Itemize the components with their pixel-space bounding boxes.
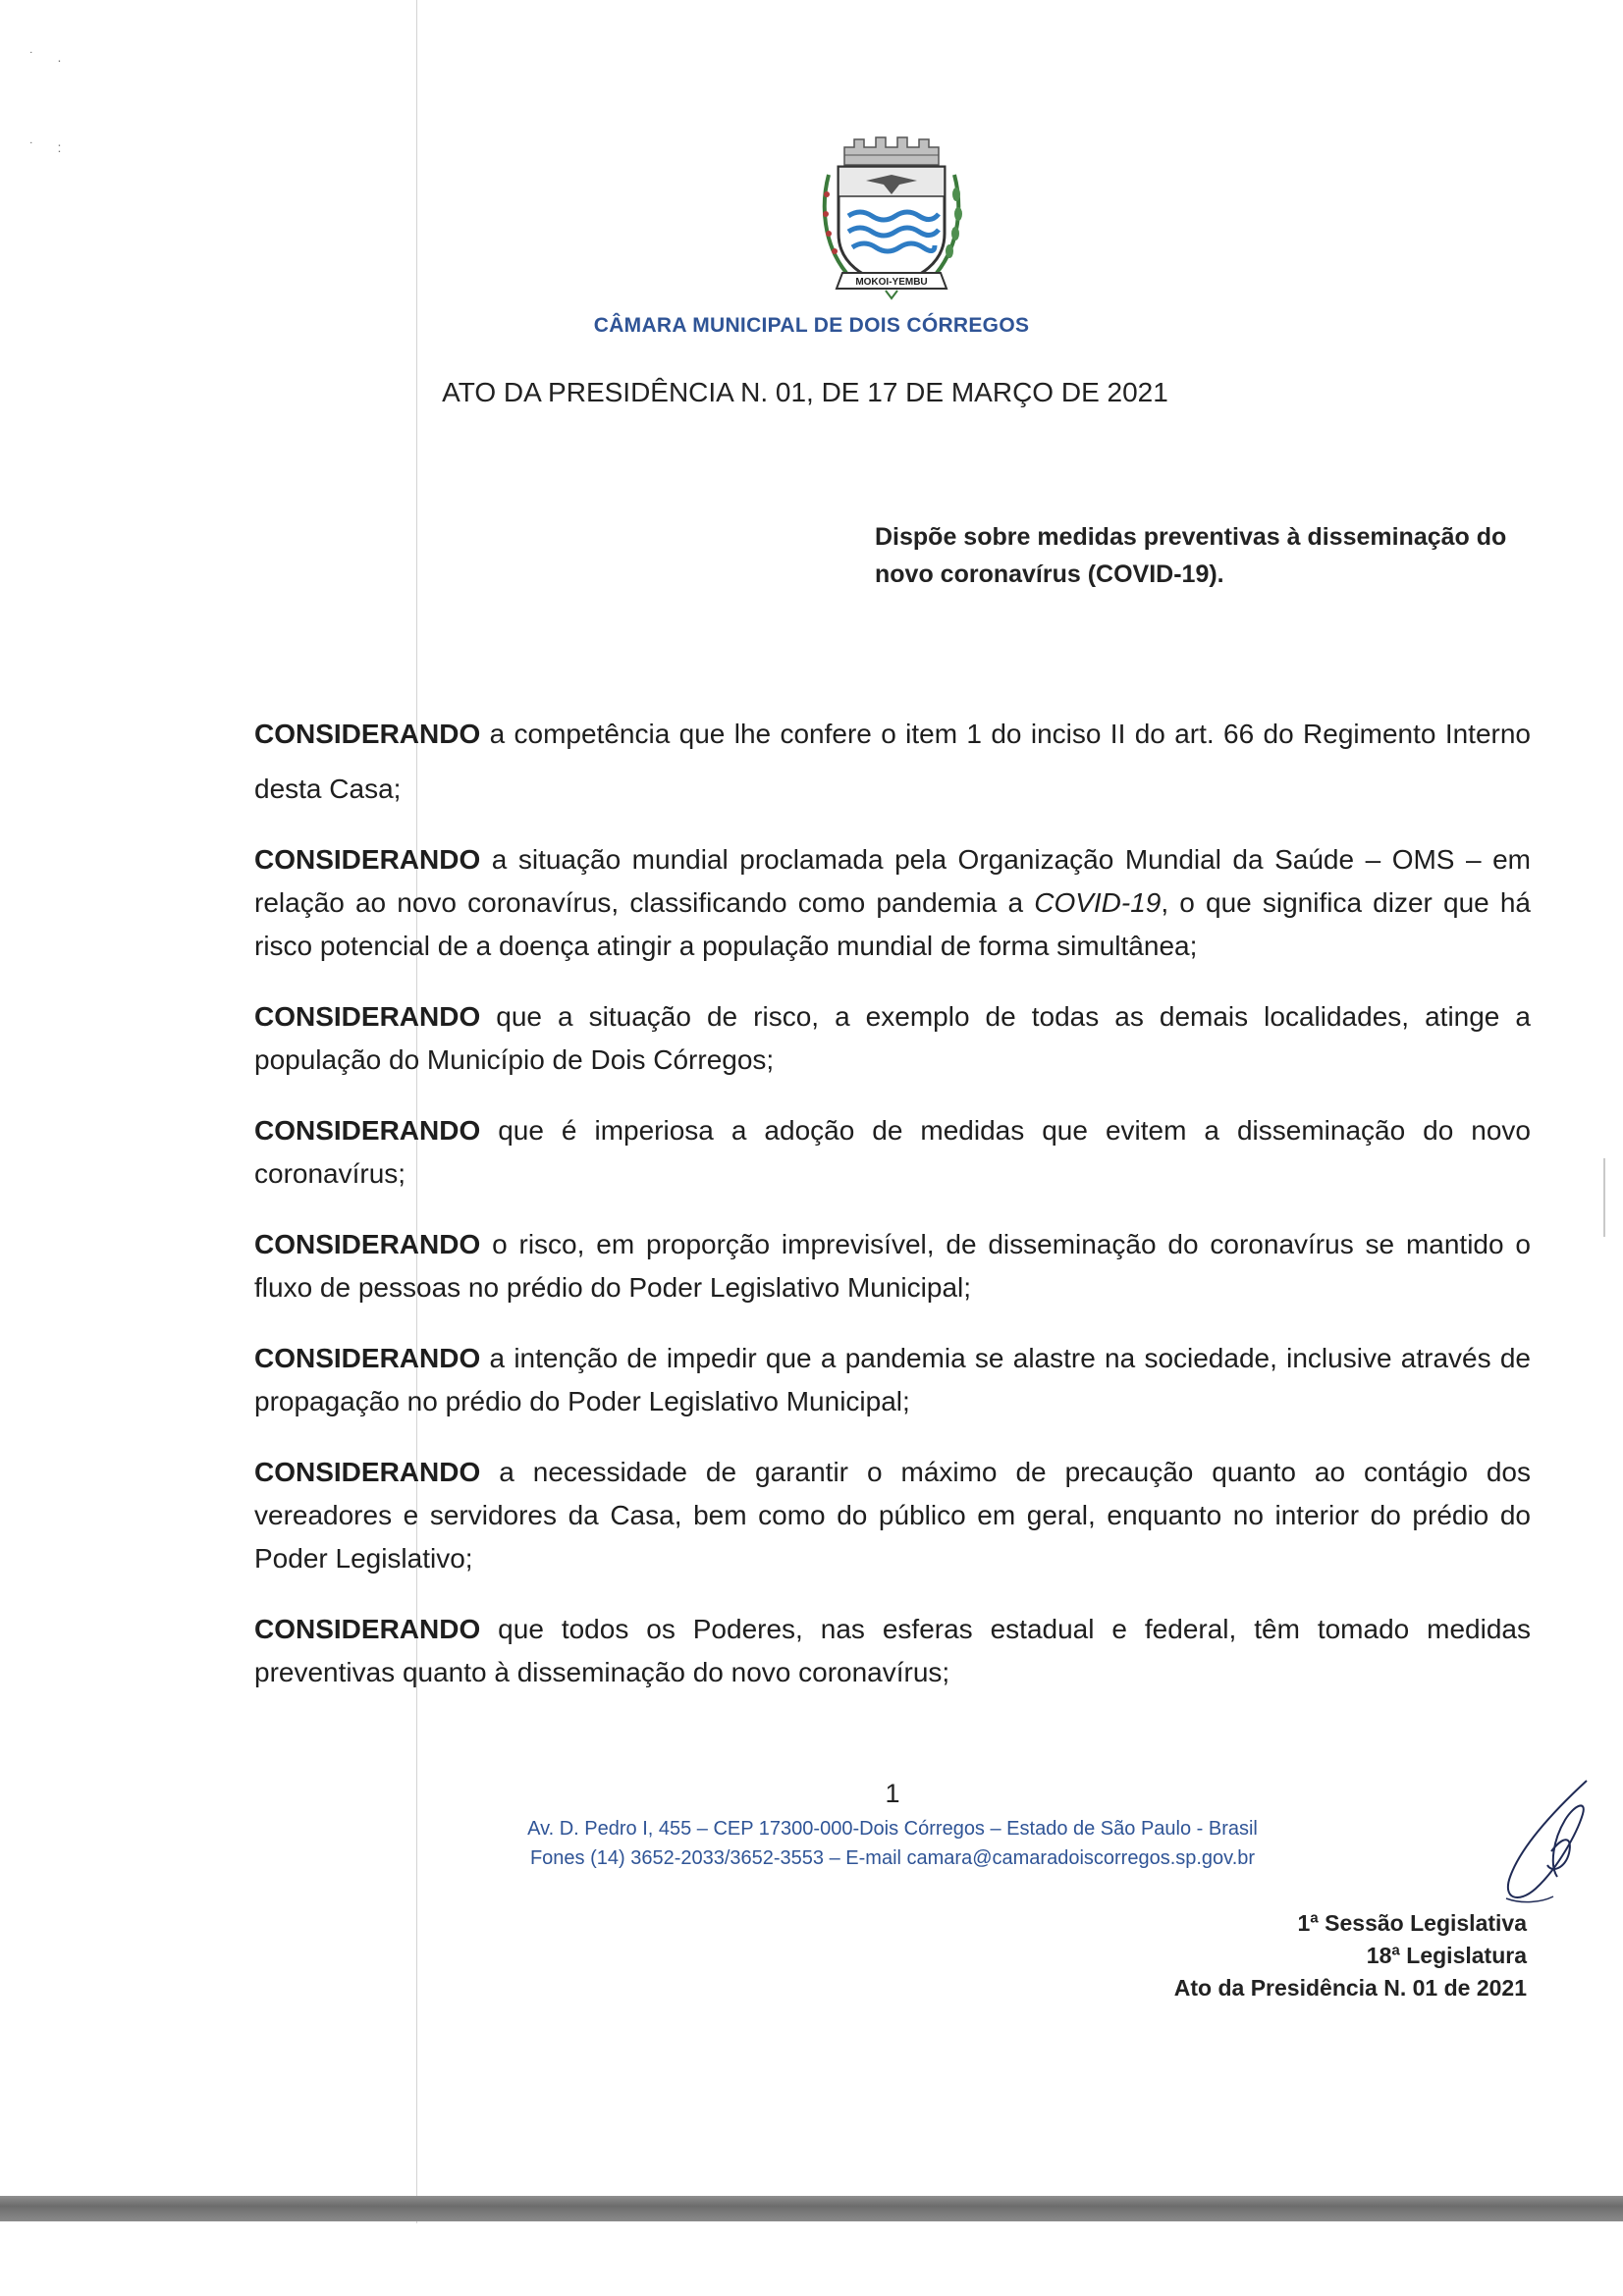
paragraph-text: que é imperiosa a adoção de medidas que evitem a disseminação do novo coronavírus; [254,1115,1531,1189]
chamber-name: CÂMARA MUNICIPAL DE DOIS CÓRREGOS [593,314,1030,337]
considerando-paragraph [254,995,1531,1082]
handwritten-signature [1492,1775,1600,1912]
scan-bottom-edge [0,2196,1623,2221]
paragraph-text: a competência que lhe confere o item 1 do inciso II do art. 66 do Regimento Interno desta Casa; [254,719,1531,804]
paragraph-text: a intenção de impedir que a pandemia se alastre na sociedade, inclusive através de propagação no prédio do Poder Legislativo Municipal; [254,1343,1531,1416]
considerando-paragraph [254,707,1531,817]
scan-speck: ˙ . [29,49,72,65]
paragraph-text: o risco, em proporção imprevisível, de disseminação do coronavírus se mantido o fluxo de pessoas no prédio do Poder Legislativo Municipal; [254,1229,1531,1303]
crest-motto: MOKOI-YEMBU [855,277,928,288]
ementa [875,518,1562,593]
considerando-paragraph [254,1451,1531,1580]
paragraph-text: , o que significa dizer que há risco potencial de a doença atingir a população mundial de forma simultânea; [254,887,1531,961]
considerando-keyword: CONSIDERANDO [254,844,481,875]
footer-contact: Fones (14) 3652-2033/3652-3553 – E-mail camara@camaradoiscorregos.sp.gov.br [529,1847,1256,1869]
considerando-paragraph [254,838,1531,968]
legislature-line: 18ª Legislatura [1366,1943,1527,1968]
page-number: 1 [885,1779,900,1808]
paragraph-text: a situação mundial proclamada pela Organização Mundial da Saúde – OMS – em relação ao novo coronavírus, classificando como pandemia a [254,844,1531,918]
considerando-keyword: CONSIDERANDO [254,1343,481,1373]
considerando-paragraph [254,1223,1531,1309]
ementa-line: novo coronavírus (COVID-19). [875,561,1224,588]
municipal-crest-emblem [817,135,966,300]
paragraph-text: que todos os Poderes, nas esferas estadual e federal, têm tomado medidas preventivas quanto à disseminação do novo coronavírus; [254,1614,1531,1687]
considerando-keyword: CONSIDERANDO [254,719,481,749]
considerando-paragraph [254,1337,1531,1423]
paragraph-emphasis: COVID-19 [1034,887,1162,918]
considerando-keyword: CONSIDERANDO [254,1115,481,1146]
considerando-paragraph [254,1608,1531,1694]
considerando-keyword: CONSIDERANDO [254,1614,481,1644]
session-line: 1ª Sessão Legislativa [1297,1910,1527,1936]
paragraph-text: que a situação de risco, a exemplo de todas as demais localidades, atinge a população do Município de Dois Córregos; [254,1001,1531,1075]
session-info [1174,1907,1527,2004]
considerando-keyword: CONSIDERANDO [254,1457,481,1487]
ementa-line: Dispõe sobre medidas preventivas à disseminação do [875,523,1507,551]
considerations-body [254,707,1531,1722]
considerando-paragraph [254,1109,1531,1196]
scan-edge-mark [1603,1158,1605,1237]
act-title: ATO DA PRESIDÊNCIA N. 01, DE 17 DE MARÇO DE 2021 [442,377,1168,407]
considerando-keyword: CONSIDERANDO [254,1229,481,1259]
footer-address: Av. D. Pedro I, 455 – CEP 17300-000-Dois Córregos – Estado de São Paulo - Brasil [527,1818,1258,1840]
considerando-keyword: CONSIDERANDO [254,1001,481,1032]
act-reference-line: Ato da Presidência N. 01 de 2021 [1173,1975,1527,2001]
paragraph-text: a necessidade de garantir o máximo de precaução quanto ao contágio dos vereadores e servidores da Casa, bem como do público em geral, enquanto no interior do prédio do Poder Legislativo; [254,1457,1531,1574]
scan-speck: ˙ : [29,139,72,155]
